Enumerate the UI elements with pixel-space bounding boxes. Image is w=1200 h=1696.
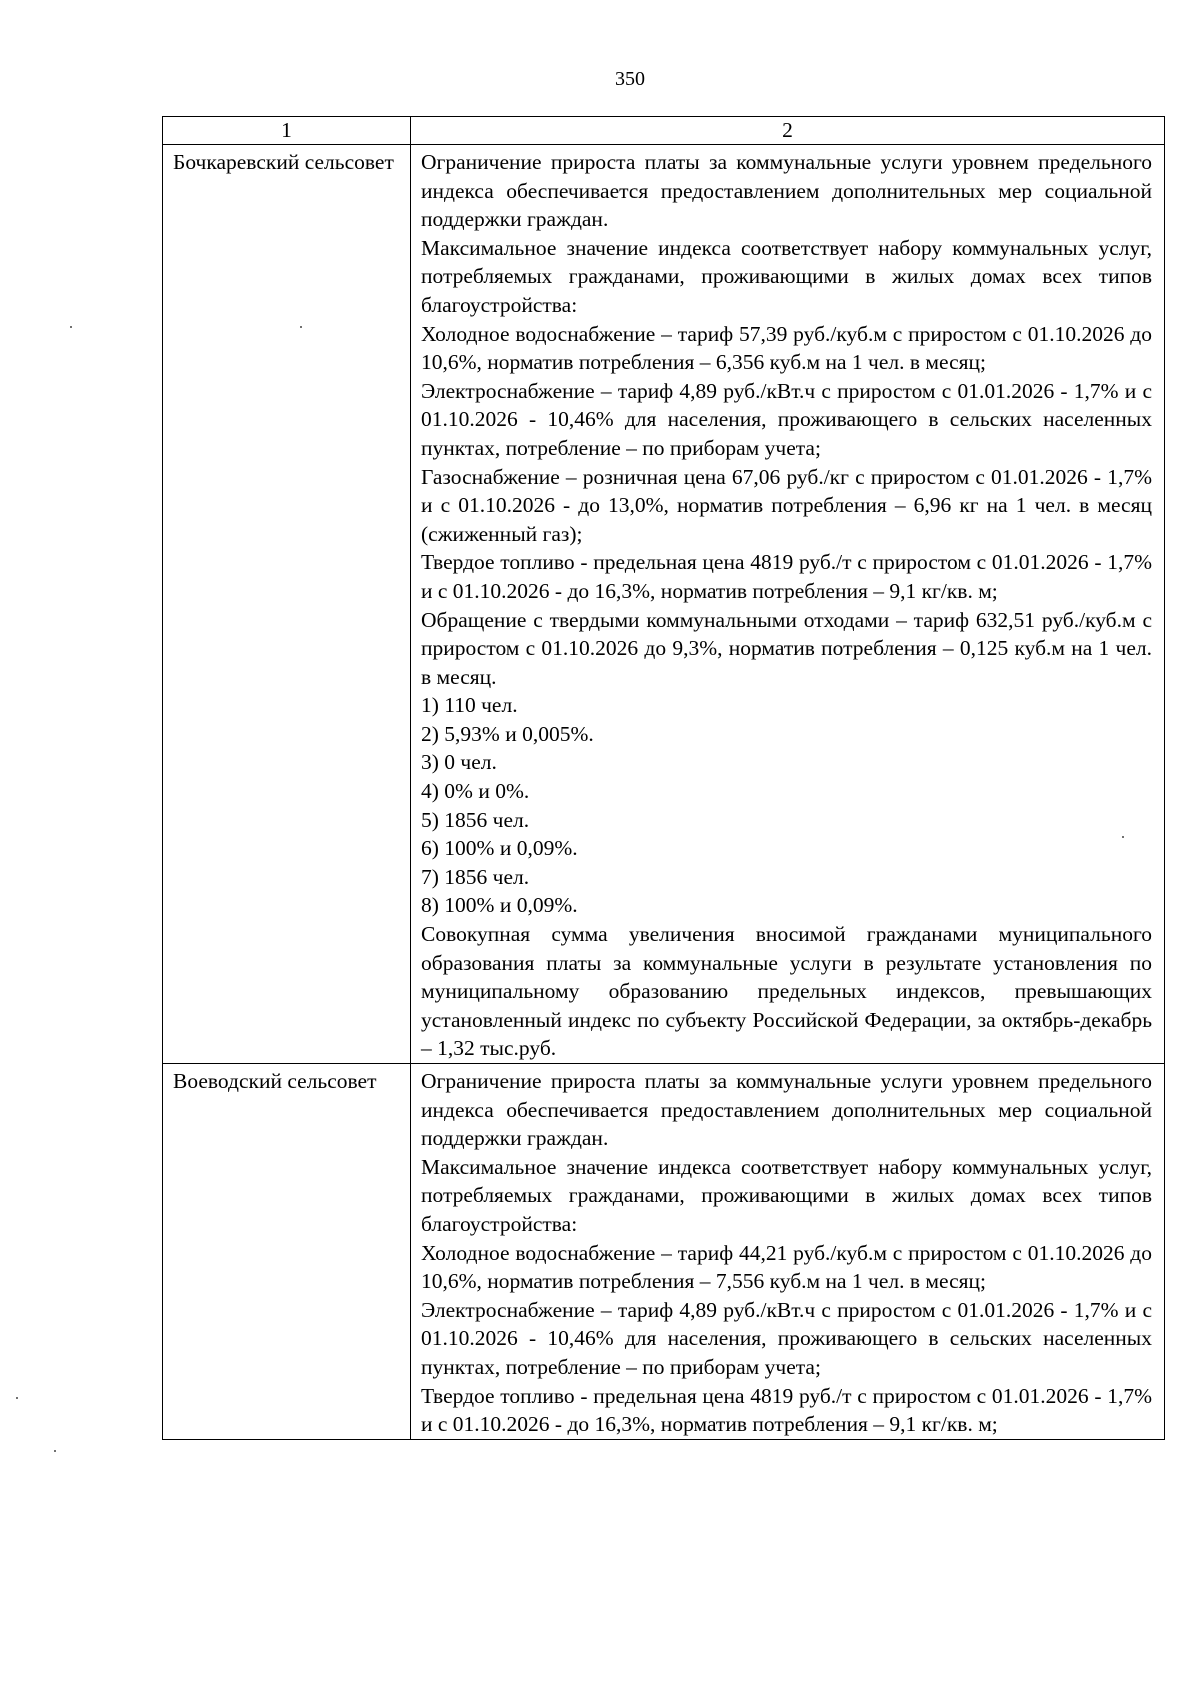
municipality-description [411, 145, 1165, 1064]
scan-speck [1122, 836, 1124, 838]
paragraph: Электроснабжение – тариф 4,89 руб./кВт.ч с приростом с 01.01.2026 - 1,7% и с 01.10.2026 - 10,46% для населения, проживающего в сельских населенных пунктах, потребление – по приборам учета; [421, 378, 1152, 460]
paragraph: Ограничение прироста платы за коммунальные услуги уровнем предельного индекса обеспечивается предоставлением дополнительных мер социальной поддержки граждан. [421, 1069, 1152, 1151]
paragraph: Твердое топливо - предельная цена 4819 руб./т с приростом с 01.01.2026 - 1,7% и с 01.10.2026 - до 16,3%, норматив потребления – 9,1 кг/кв. м; [421, 1383, 1152, 1437]
paragraph: Холодное водоснабжение – тариф 44,21 руб./куб.м с приростом с 01.10.2026 до 10,6%, норматив потребления – 7,556 куб.м на 1 чел. в месяц; [421, 1240, 1152, 1294]
municipality-name: Бочкаревский сельсовет [163, 145, 411, 1064]
list-item: 1) 110 чел. [421, 693, 518, 718]
page-number: 350 [615, 68, 645, 90]
paragraph: Ограничение прироста платы за коммунальные услуги уровнем предельного индекса обеспечивается предоставлением дополнительных мер социальной поддержки граждан. [421, 150, 1152, 232]
scan-speck [70, 326, 72, 328]
paragraph: Газоснабжение – розничная цена 67,06 руб./кг с приростом с 01.01.2026 - 1,7% и с 01.10.2026 - до 13,0%, норматив потребления – 6,96 кг на 1 чел. в месяц (сжиженный газ); [421, 464, 1152, 546]
list-item: 5) 1856 чел. [421, 807, 530, 832]
list-item: 7) 1856 чел. [421, 864, 530, 889]
list-item: 3) 0 чел. [421, 750, 497, 775]
paragraph: Максимальное значение индекса соответствует набору коммунальных услуг, потребляемых гражданами, проживающими в жилых домах всех типов благоустройства: [421, 235, 1152, 317]
table-row [163, 1064, 1165, 1440]
scan-speck [300, 326, 302, 328]
table-header-row [163, 117, 1165, 145]
paragraph: Твердое топливо - предельная цена 4819 руб./т с приростом с 01.01.2026 - 1,7% и с 01.10.2026 - до 16,3%, норматив потребления – 9,1 кг/кв. м; [421, 550, 1152, 603]
paragraph: Совокупная сумма увеличения вносимой гражданами муниципального образования платы за коммунальные услуги в результате установления по муниципальному образованию предельных индексов, превышающих установленный индекс по субъекту Российской Федерации, за октябрь-декабрь – 1,32 тыс.руб. [421, 922, 1152, 1061]
paragraph: Обращение с твердыми коммунальными отходами – тариф 632,51 руб./куб.м с приростом с 01.10.2026 до 9,3%, норматив потребления – 0,125 куб.м на 1 чел. в месяц. [421, 607, 1152, 689]
list-item: 6) 100% и 0,09%. [421, 836, 578, 861]
column-header-2: 2 [411, 117, 1165, 145]
tariff-table [162, 116, 1165, 1440]
scan-speck [16, 1397, 18, 1399]
municipality-name: Воеводский сельсовет [163, 1064, 411, 1440]
list-item: 4) 0% и 0%. [421, 779, 530, 804]
column-header-1: 1 [163, 117, 411, 145]
paragraph: Холодное водоснабжение – тариф 57,39 руб./куб.м с приростом с 01.10.2026 до 10,6%, норматив потребления – 6,356 куб.м на 1 чел. в месяц; [421, 321, 1152, 375]
scan-speck [54, 1450, 56, 1452]
paragraph: Максимальное значение индекса соответствует набору коммунальных услуг, потребляемых гражданами, проживающими в жилых домах всех типов благоустройства: [421, 1154, 1152, 1236]
paragraph: Электроснабжение – тариф 4,89 руб./кВт.ч с приростом с 01.01.2026 - 1,7% и с 01.10.2026 - 10,46% для населения, проживающего в сельских населенных пунктах, потребление – по приборам учета; [421, 1297, 1152, 1379]
municipality-description [411, 1064, 1165, 1440]
list-item: 2) 5,93% и 0,005%. [421, 721, 594, 746]
list-item: 8) 100% и 0,09%. [421, 893, 578, 918]
table-row [163, 145, 1165, 1064]
